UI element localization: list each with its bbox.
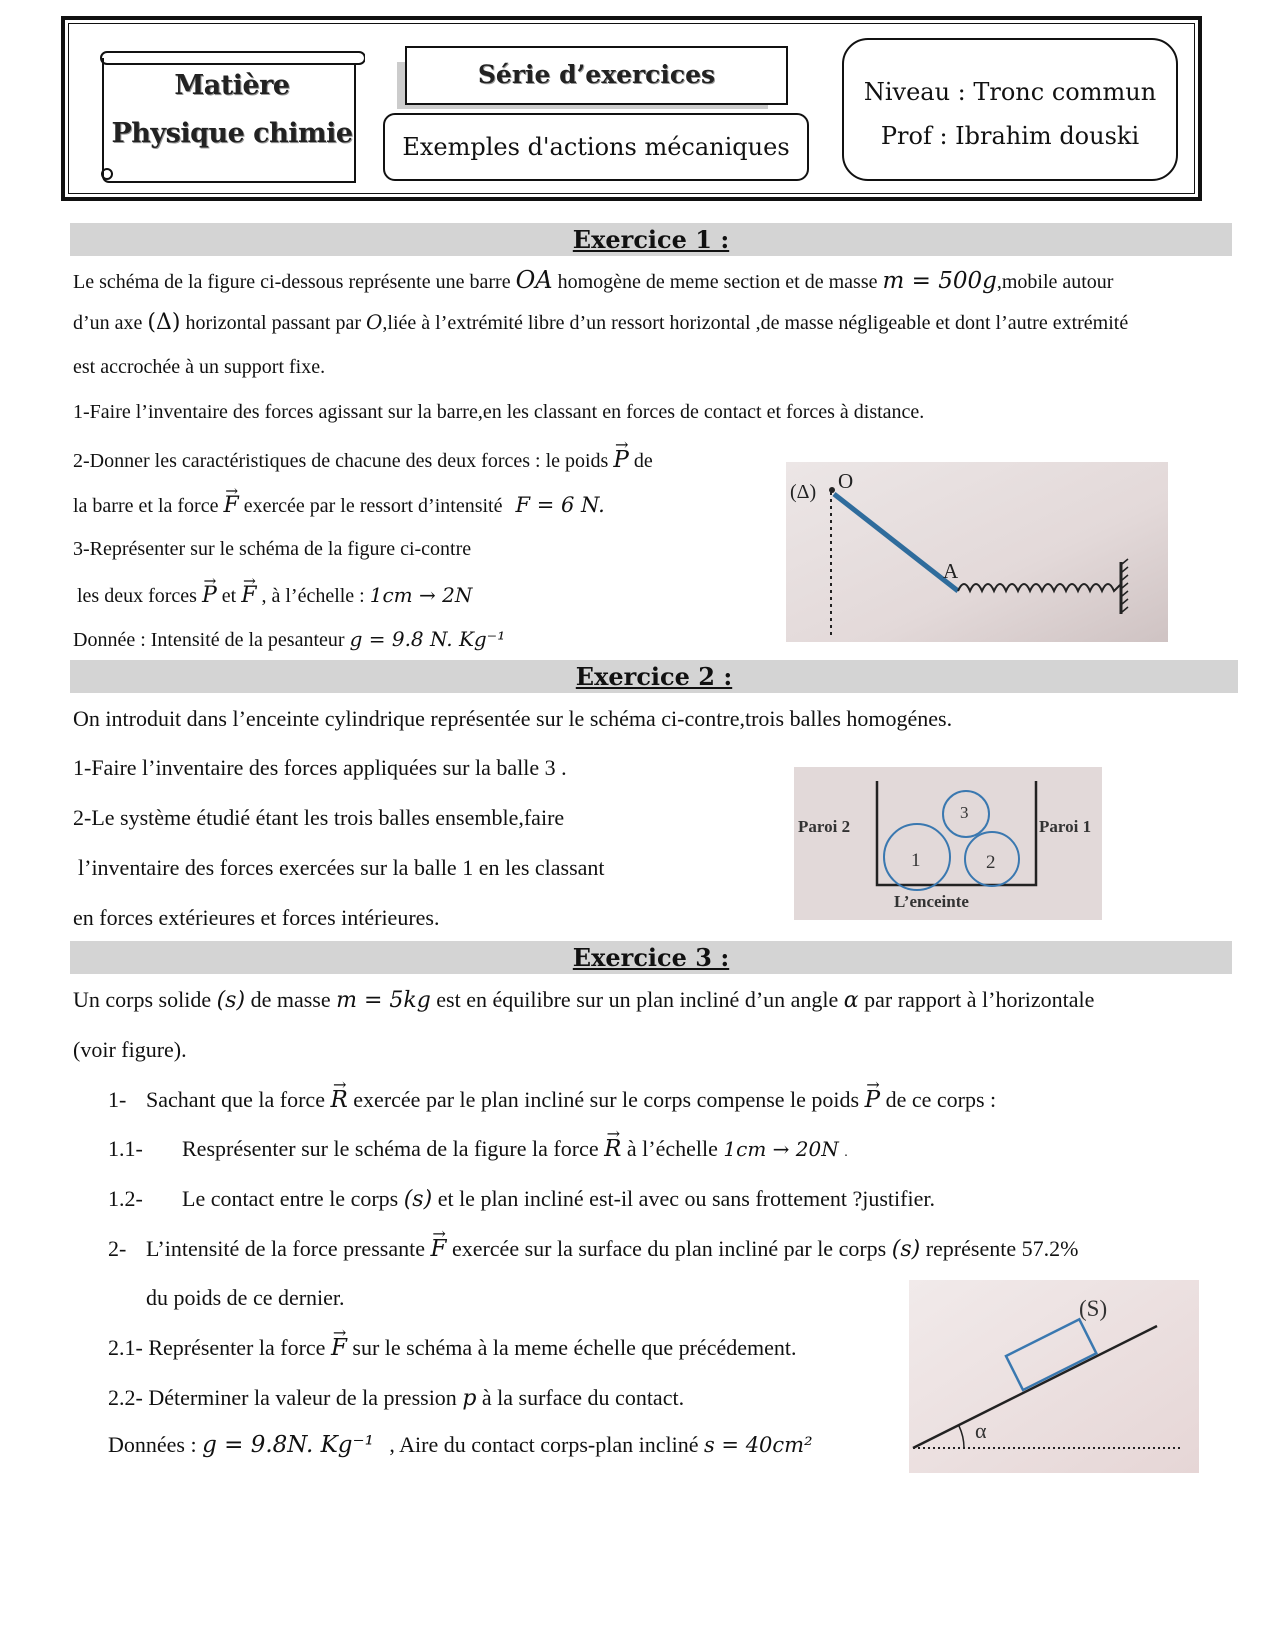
teacher-text: Prof : Ibrahim douski xyxy=(880,122,1140,150)
ex1-line-1: Le schéma de la figure ci-dessous représente une barre OA homogène de meme section et de masse m = 500g,mobile autour xyxy=(73,266,1114,294)
ex2-question-2a: 2-Le système étudié étant les trois balles ensemble,faire xyxy=(73,805,565,830)
ex3-question-1: 1- Sachant que la force → R exercée par le plan incliné sur le corps compense le poids → P de ce corps : xyxy=(108,1087,996,1113)
ball-3-label: 3 xyxy=(960,803,969,822)
ball-2-label: 2 xyxy=(986,852,996,873)
mass-value: m = 500g xyxy=(882,268,997,294)
ex1-line-3: est accrochée à un support fixe. xyxy=(73,356,326,378)
alpha-label: α xyxy=(975,1418,987,1443)
paroi-1-label: Paroi 1 xyxy=(1039,817,1092,836)
ex3-figure xyxy=(909,1280,1199,1473)
ex3-intro-1: Un corps solide (s) de masse m = 5kg est en équilibre sur un plan incliné d’un angle α par rapport à l’horizontale xyxy=(73,987,1095,1013)
ex1-question-2b: la barre et la force → F exercée par le ressort d’intensité F = 6 N. xyxy=(73,493,605,518)
ex2-figure xyxy=(794,767,1102,920)
ex2-intro: On introduit dans l’enceinte cylindrique représentée sur le schéma ci-contre,trois balles homogénes. xyxy=(73,706,953,731)
ex3-title-band xyxy=(70,941,1232,974)
pivot-o xyxy=(829,487,835,493)
ex2-question-2c: en forces extérieures et forces intérieures. xyxy=(73,905,440,930)
ex3-question-2-2: 2.2- Déterminer la valeur de la pression p à la surface du contact. xyxy=(108,1385,685,1411)
var-oa: OA xyxy=(515,266,553,294)
axis-label: (Δ) xyxy=(790,481,817,503)
ex1-figure xyxy=(786,462,1168,642)
ex1-data: Donnée : Intensité de la pesanteur g = 9.8 N. Kg⁻¹ xyxy=(73,627,506,651)
paroi-2-label: Paroi 2 xyxy=(798,817,851,836)
ex3-question-2-cont: du poids de ce dernier. xyxy=(146,1285,345,1310)
o-label: O xyxy=(838,469,854,493)
ex3-intro-2: (voir figure). xyxy=(73,1037,187,1062)
a-label: A xyxy=(943,559,959,583)
level-text: Niveau : Tronc commun xyxy=(863,78,1157,106)
ex2-question-2b: l’inventaire des forces exercées sur la balle 1 en les classant xyxy=(78,855,605,880)
subject-scroll-frame xyxy=(97,44,365,190)
ex3-question-2: 2- L’intensité de la force pressante → F exercée sur la surface du plan incliné par le corps (s) représente 57.2% xyxy=(108,1236,1078,1262)
ex1-question-2a: 2-Donner les caractéristiques de chacune des deux forces : le poids → P de xyxy=(73,447,653,473)
enceinte-label: L’enceinte xyxy=(894,892,969,911)
topic-title: Exemples d'actions mécaniques xyxy=(383,113,809,181)
ex3-data: Données : g = 9.8N. Kg⁻¹ , Aire du contact corps-plan incliné s = 40cm² xyxy=(108,1432,813,1458)
subject-label: Matière xyxy=(174,70,290,101)
ex1-question-1: 1-Faire l’inventaire des forces agissant sur la barre,en les classant en forces de contact et forces à distance. xyxy=(73,401,925,423)
ex3-question-1-1: 1.1- Resprésenter sur le schéma de la figure la force → R à l’échelle 1cm → 20N . xyxy=(108,1136,848,1162)
ex1-title-band xyxy=(70,223,1232,256)
series-title: Série d’exercices xyxy=(405,46,788,105)
ex1-title: Exercice 1 : xyxy=(572,225,730,254)
ex1-question-3a: 3-Représenter sur le schéma de la figure ci-contre xyxy=(73,538,472,560)
ex3-question-1-2: 1.2- Le contact entre le corps (s) et le plan incliné est-il avec ou sans frottement ?justifier. xyxy=(108,1186,935,1212)
ex2-question-1: 1-Faire l’inventaire des forces appliquées sur la balle 3 . xyxy=(73,755,567,780)
ex3-title: Exercice 3 : xyxy=(572,943,730,972)
body-label: (S) xyxy=(1079,1296,1108,1321)
subject-name: Physique chimie xyxy=(111,118,353,149)
ex1-question-3b: les deux forces → P et → F , à l’échelle : 1cm → 2N xyxy=(77,583,472,608)
level-box xyxy=(842,38,1178,181)
ex2-title-band xyxy=(70,660,1238,693)
ex1-line-2: d’un axe (Δ) horizontal passant par O,liée à l’extrémité libre d’un ressort horizontal ,de masse négligeable et dont l’autre extrémité xyxy=(73,310,1129,335)
ball-1-label: 1 xyxy=(911,850,921,871)
ex3-question-2-1: 2.1- Représenter la force → F sur le schéma à la meme échelle que précédement. xyxy=(108,1335,796,1361)
ex2-title: Exercice 2 : xyxy=(575,662,733,691)
